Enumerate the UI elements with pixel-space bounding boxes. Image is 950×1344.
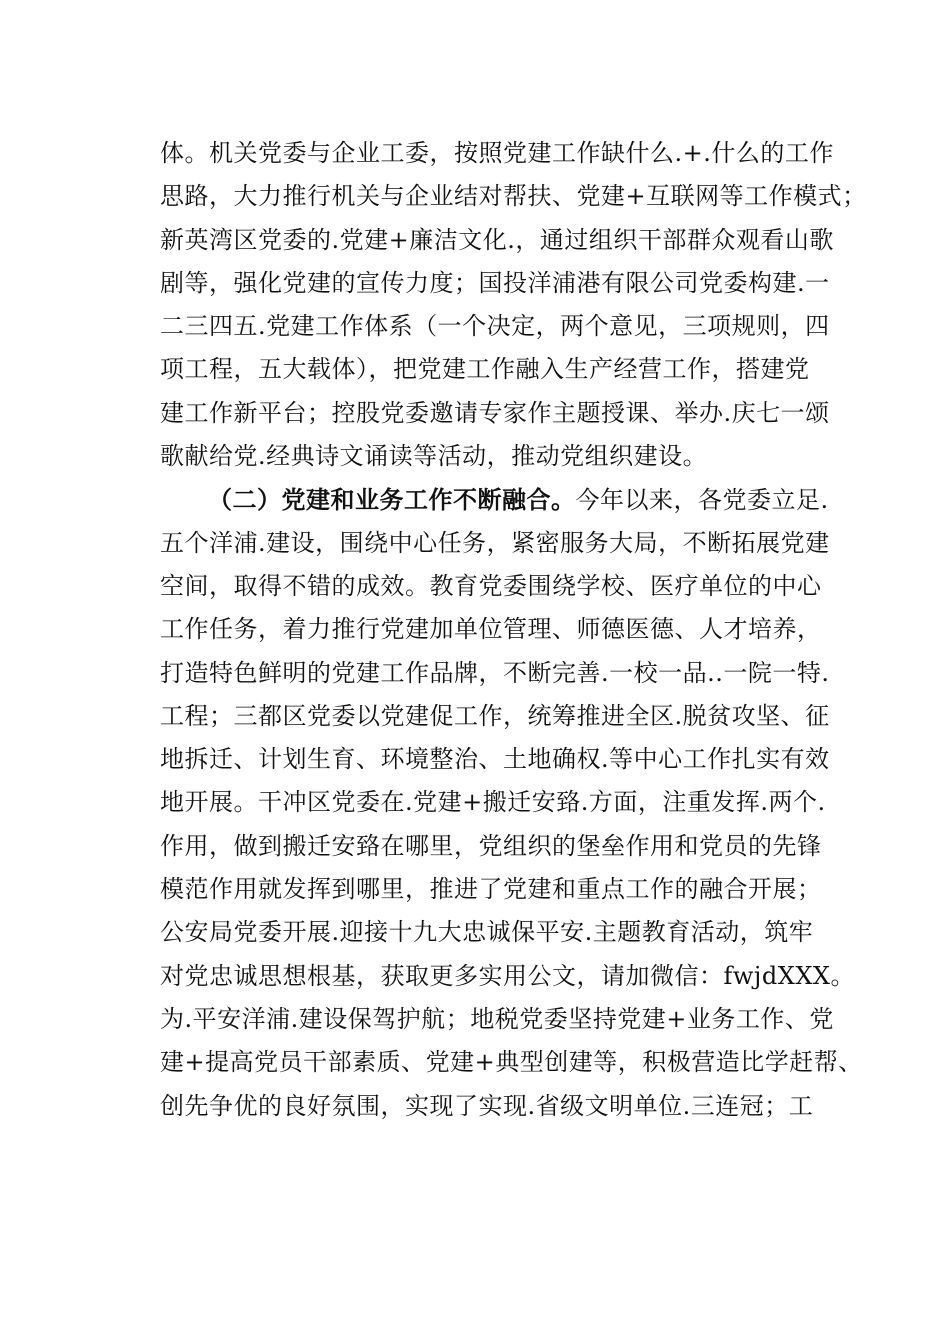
text-line: 地拆迁、计划生育、环境整治、土地确权.等中心工作扎实有效 xyxy=(160,745,830,774)
document-body xyxy=(160,132,867,1128)
text-line: 创先争优的良好氛围，实现了实现.省级文明单位.三连冠；工 xyxy=(160,1091,814,1120)
text-line: 五个洋浦.建设，围绕中心任务，紧密服务大局，不断拓展党建 xyxy=(160,528,830,557)
text-line: 体。机关党委与企业工委，按照党建工作缺什么.+.什么的工作 xyxy=(160,139,834,167)
text-line: 思路，大力推行机关与企业结对帮扶、党建+互联网等工作模式； xyxy=(160,182,867,211)
text-line: 歌献给党.经典诗文诵读等活动，推动党组织建设。 xyxy=(160,442,708,471)
section-heading: （二）党建和业务工作不断融合。 xyxy=(208,485,576,515)
text-line: 打造特色鲜明的党建工作品牌，不断完善.一校一品..一院一特. xyxy=(160,658,830,687)
text-line: 二三四五.党建工作体系（一个决定，两个意见，三项规则，四 xyxy=(160,312,830,341)
paragraph-2 xyxy=(160,478,863,1127)
text-line: 模范作用就发挥到哪里，推进了党建和重点工作的融合开展； xyxy=(160,875,822,904)
text-line: 工程；三都区党委以党建促工作，统筹推进全区.脱贫攻坚、征 xyxy=(160,701,830,730)
text-line: 项工程，五大载体），把党建工作融入生产经营工作，搭建党 xyxy=(160,355,810,384)
paragraph-first-line xyxy=(160,478,860,521)
text-line: 作用，做到搬迁安臵在哪里，党组织的堡垒作用和党员的先锋 xyxy=(160,831,822,860)
text-line: 公安局党委开展.迎接十九大忠诚保平安.主题教育活动，筑牢 xyxy=(160,918,814,947)
text-line: 工作任务，着力推行党建加单位管理、师德医德、人才培养， xyxy=(160,615,822,644)
text-line: 剧等，强化党建的宣传力度；国投洋浦港有限公司党委构建.一 xyxy=(160,268,830,297)
text-line: 新英湾区党委的.党建+廉洁文化.，通过组织干部群众观看山歌 xyxy=(160,225,834,254)
paragraph-1 xyxy=(160,132,867,478)
text-line: 空间，取得不错的成效。教育党委围绕学校、医疗单位的中心 xyxy=(160,571,822,600)
text-fragment: 今年以来，各党委立足. xyxy=(575,486,829,515)
text-line: 建工作新平台；控股党委邀请专家作主题授课、举办.庆七一颂 xyxy=(160,398,830,427)
text-line: 地开展。干冲区党委在.党建+搬迁安臵.方面，注重发挥.两个. xyxy=(160,788,826,817)
text-line: 对党忠诚思想根基，获取更多实用公文，请加微信：fwjdXXX。 xyxy=(160,961,855,990)
text-line: 建+提高党员干部素质、党建+典型创建等，积极营造比学赶帮、 xyxy=(160,1048,863,1077)
text-line: 为.平安洋浦.建设保驾护航；地税党委坚持党建+业务工作、党 xyxy=(160,1004,834,1033)
